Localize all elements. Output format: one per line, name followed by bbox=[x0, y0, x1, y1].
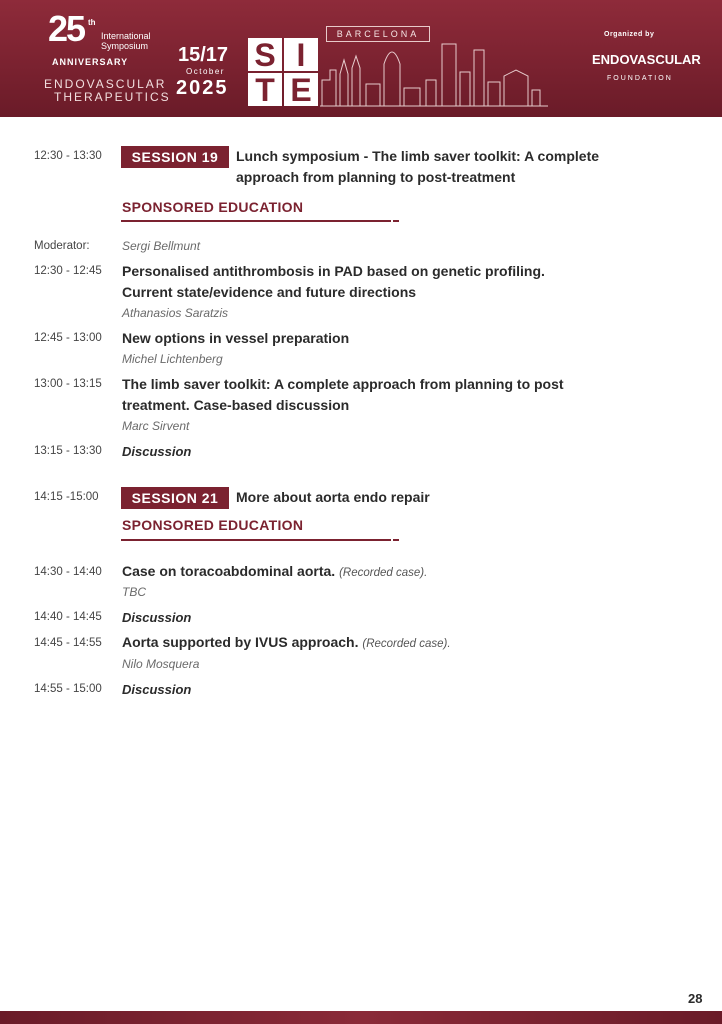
moderator-name: Sergi Bellmunt bbox=[122, 239, 201, 253]
page-number: 28 bbox=[688, 991, 703, 1006]
talk-time: 12:30 - 12:45 bbox=[34, 265, 102, 277]
talk-time: 13:15 - 13:30 bbox=[34, 445, 102, 457]
symposium-label bbox=[101, 31, 151, 51]
organizer-logo: ENDOVASCULAR bbox=[592, 52, 701, 67]
talk-title-text: Case on toracoabdominal aorta. bbox=[122, 563, 336, 579]
symposium-line-2: Symposium bbox=[101, 41, 149, 51]
header-banner bbox=[0, 0, 722, 117]
discussion-label: Discussion bbox=[122, 444, 192, 459]
event-name-line-2: THERAPEUTICS bbox=[54, 90, 171, 104]
discussion-label: Discussion bbox=[122, 610, 192, 625]
organized-by-label: Organized by bbox=[604, 31, 655, 38]
event-name-line-1: ENDOVASCULAR bbox=[44, 77, 167, 91]
event-days: 15/17 bbox=[178, 44, 229, 66]
discussion-label: Discussion bbox=[122, 682, 192, 697]
talk-speaker: Marc Sirvent bbox=[122, 419, 190, 433]
talk-title-line-2: treatment. Case-based discussion bbox=[122, 397, 350, 413]
talk-speaker: Athanasios Saratzis bbox=[122, 306, 229, 320]
session-title bbox=[236, 146, 599, 188]
site-logo-letter-i: I bbox=[284, 38, 318, 71]
section-underline bbox=[121, 539, 391, 541]
talk-title: New options in vessel preparation bbox=[122, 330, 350, 346]
event-year: 2025 bbox=[176, 77, 229, 99]
moderator-label: Moderator: bbox=[34, 240, 90, 252]
anniversary-number: 25 bbox=[48, 8, 85, 49]
talk-title bbox=[122, 632, 451, 653]
recorded-case-note: (Recorded case). bbox=[339, 567, 428, 579]
footer-strip bbox=[0, 1011, 722, 1024]
section-underline-dash bbox=[393, 539, 399, 541]
symposium-line-1: International bbox=[101, 31, 151, 41]
talk-title bbox=[122, 374, 564, 416]
section-underline bbox=[121, 220, 391, 222]
talk-speaker: TBC bbox=[122, 585, 146, 599]
talk-time: 12:45 - 13:00 bbox=[34, 332, 102, 344]
sponsored-education-label: SPONSORED EDUCATION bbox=[122, 517, 304, 533]
talk-title bbox=[122, 561, 427, 582]
talk-title-line-2: Current state/evidence and future directions bbox=[122, 284, 417, 300]
talk-time: 14:45 - 14:55 bbox=[34, 637, 102, 649]
talk-time: 14:30 - 14:40 bbox=[34, 566, 102, 578]
site-logo-letter-s: S bbox=[248, 38, 282, 71]
site-logo-letter-t: T bbox=[248, 73, 282, 106]
anniversary-suffix: th bbox=[88, 18, 96, 27]
event-month: October bbox=[186, 67, 225, 76]
city-label: BARCELONA bbox=[326, 26, 430, 42]
session-badge: SESSION 21 bbox=[121, 487, 229, 509]
talk-title-line-1: The limb saver toolkit: A complete approach from planning to post bbox=[122, 376, 564, 392]
site-logo bbox=[248, 38, 318, 106]
session-badge: SESSION 19 bbox=[121, 146, 229, 168]
talk-time: 14:40 - 14:45 bbox=[34, 611, 102, 623]
session-title-line-1: Lunch symposium - The limb saver toolkit: A complete bbox=[236, 148, 600, 164]
section-underline-dash bbox=[393, 220, 399, 222]
session-time: 14:15 -15:00 bbox=[34, 491, 99, 503]
talk-title-text: Aorta supported by IVUS approach. bbox=[122, 634, 359, 650]
talk-speaker: Nilo Mosquera bbox=[122, 657, 200, 671]
organizer-subtitle: FOUNDATION bbox=[607, 75, 673, 82]
talk-speaker: Michel Lichtenberg bbox=[122, 352, 223, 366]
anniversary-label: ANNIVERSARY bbox=[52, 57, 129, 67]
talk-time: 14:55 - 15:00 bbox=[34, 683, 102, 695]
talk-time: 13:00 - 13:15 bbox=[34, 378, 102, 390]
sponsored-education-label: SPONSORED EDUCATION bbox=[122, 199, 304, 215]
site-logo-letter-e: E bbox=[284, 73, 318, 106]
session-time: 12:30 - 13:30 bbox=[34, 150, 102, 162]
session-title: More about aorta endo repair bbox=[236, 489, 430, 505]
recorded-case-note: (Recorded case). bbox=[362, 638, 451, 650]
talk-title bbox=[122, 261, 545, 303]
talk-title-line-1: Personalised antithrombosis in PAD based on genetic profiling. bbox=[122, 263, 545, 279]
session-title-line-2: approach from planning to post-treatment bbox=[236, 169, 516, 185]
